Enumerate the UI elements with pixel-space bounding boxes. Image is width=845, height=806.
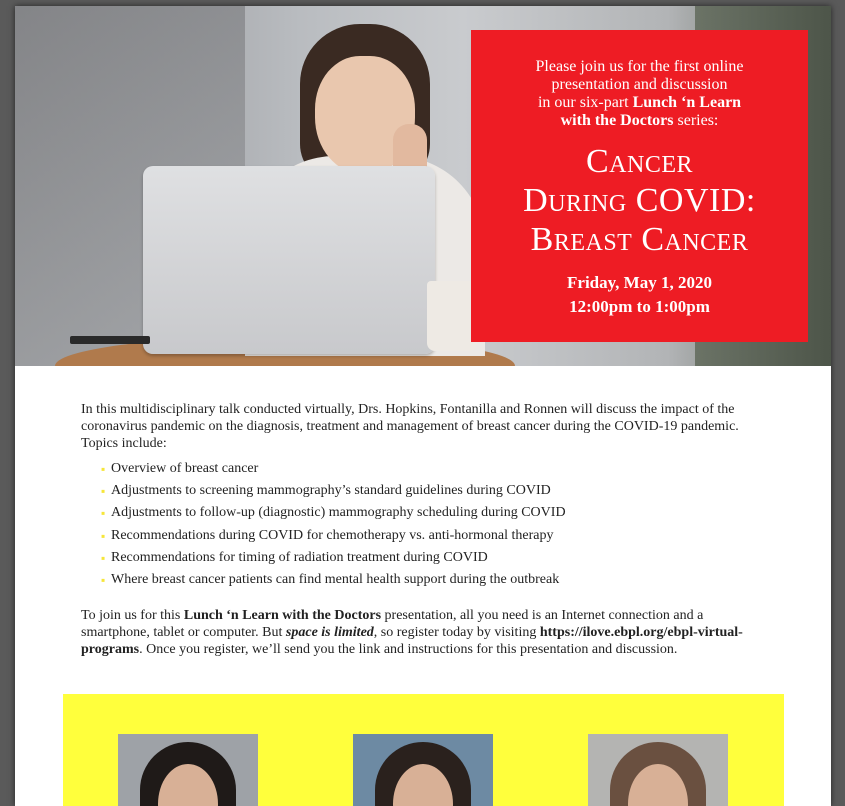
bullet-icon: ▪ bbox=[101, 528, 106, 543]
topics-list bbox=[101, 458, 771, 591]
topic-text: Where breast cancer patients can find mental health support during the outbreak bbox=[111, 572, 560, 588]
topic-item bbox=[101, 547, 771, 569]
intro-line-3-prefix: in our six-part bbox=[537, 94, 633, 111]
topic-item bbox=[101, 502, 771, 524]
bullet-icon: ▪ bbox=[101, 462, 106, 476]
topic-text: Adjustments to screening mammography’s standard guidelines during COVID bbox=[111, 483, 551, 499]
intro-line-2: presentation and discussion bbox=[551, 76, 728, 93]
topic-item bbox=[101, 525, 771, 547]
join-paragraph bbox=[81, 607, 771, 658]
intro-line-4 bbox=[471, 112, 808, 130]
hero-laptop bbox=[143, 166, 435, 354]
topic-item bbox=[101, 458, 771, 480]
registration-link[interactable]: https://ilove.ebpl.org/ebpl-virtual-programs bbox=[81, 625, 743, 658]
title-line-2: During COVID: bbox=[523, 182, 756, 219]
doctor-photo-3 bbox=[588, 734, 728, 806]
event-announcement-box bbox=[471, 30, 808, 342]
event-date: Friday, May 1, 2020 bbox=[567, 273, 712, 292]
title-line-1: Cancer bbox=[585, 143, 694, 180]
series-name-part2: with the Doctors bbox=[560, 112, 674, 129]
topic-text: Recommendations for timing of radiation treatment during COVID bbox=[111, 549, 488, 565]
hero-photo bbox=[15, 6, 831, 366]
flyer-page bbox=[15, 6, 831, 806]
topic-item bbox=[101, 480, 771, 502]
bullet-icon: ▪ bbox=[101, 506, 106, 521]
bullet-icon: ▪ bbox=[101, 484, 106, 499]
flyer-body bbox=[81, 401, 771, 658]
intro-line-4-suffix: series: bbox=[673, 112, 719, 129]
event-datetime bbox=[471, 271, 808, 319]
doctor-photo-1 bbox=[118, 734, 258, 806]
event-time: 12:00pm to 1:00pm bbox=[569, 297, 710, 316]
topic-text: Overview of breast cancer bbox=[111, 461, 259, 476]
doctors-panel bbox=[63, 694, 784, 806]
event-title bbox=[471, 142, 808, 259]
hero-cup bbox=[427, 281, 477, 351]
topic-text: Recommendations during COVID for chemotherapy vs. anti-hormonal therapy bbox=[111, 527, 554, 543]
topic-item bbox=[101, 569, 771, 591]
intro-line-1: Please join us for the first online bbox=[535, 58, 744, 75]
hero-phone bbox=[70, 336, 150, 344]
join-text-2: presentation, all you need is an Internet connection and a smartphone, tablet or computer. But bbox=[81, 608, 704, 641]
announcement-intro bbox=[471, 58, 808, 130]
series-name-part1: Lunch ‘n Learn bbox=[632, 94, 742, 111]
topic-text: Adjustments to follow-up (diagnostic) mammography scheduling during COVID bbox=[111, 505, 566, 521]
intro-paragraph: In this multidisciplinary talk conducted virtually, Drs. Hopkins, Fontanilla and Ronnen will discuss the impact of the coronavirus pandemic on the diagnosis, treatment and management of breast cancer during the COVID-19 pandemic. Topics include: bbox=[81, 402, 739, 451]
intro-line-3 bbox=[471, 94, 808, 112]
join-text-1: To join us for this bbox=[81, 608, 184, 624]
join-text-3: , so register today by visiting bbox=[373, 625, 540, 641]
join-text-4: . Once you register, we’ll send you the link and instructions for this presentation and discussion. bbox=[139, 642, 678, 658]
title-line-3: Breast Cancer bbox=[530, 221, 749, 258]
doctor-photo-2 bbox=[353, 734, 493, 806]
join-series-name: Lunch ‘n Learn with the Doctors bbox=[183, 608, 382, 624]
bullet-icon: ▪ bbox=[101, 550, 106, 565]
bullet-icon: ▪ bbox=[101, 573, 106, 588]
space-limited-text: space is limited bbox=[285, 625, 374, 641]
